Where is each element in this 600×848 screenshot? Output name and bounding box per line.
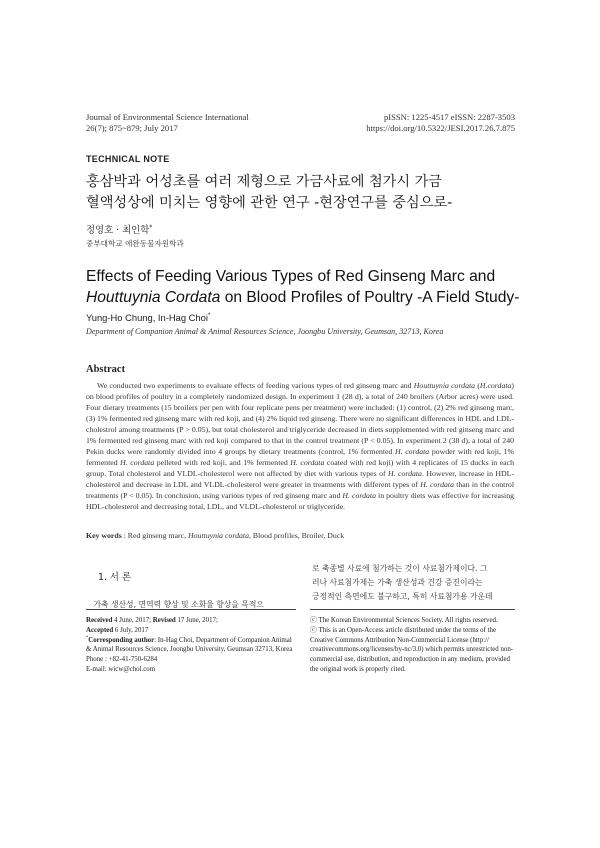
english-title-rest: on Blood Profiles of Poultry -A Field Study- [220, 289, 520, 306]
english-authors [86, 312, 210, 323]
abstract-italic: H. cordata [420, 480, 454, 489]
copyright-notice: ⓒ The Korean Environmental Sciences Society. All rights reserved. [310, 617, 498, 624]
korean-title-line-1: 홍삼박과 어성초를 여러 제형으로 가금사료에 첨가시 가금 [86, 174, 442, 190]
abstract-text: ( [475, 381, 480, 390]
korean-author-names: 정영호 · 최인학 [86, 225, 150, 236]
abstract-body [86, 380, 514, 512]
abstract-text: ) on blood profiles of poultry in a completely randomized design. In experiment 1 (28 d), a total of 240 broilers (Arbor acres) were used. Four dietary treatments (15 broilers per pen with four replicate pens per treatment) were included: (1) control, (2) 2% red ginseng marc, (3) 1% fermented red ginseng marc with red koji, and (4) 2% liquid red ginseng. There were no significant differences in HDL and LDL-cholestrol among treatments (P > 0.05), but total cholesterol and triglyceride decreased in diets supplemented with red ginseng marc and 1% fermented red ginseng marc with red koji compared to that in the control treatment (P < 0.05). In experiment 2 (38 d), a total of 240 Pekin ducks were randomly divided into 4 groups by dietary treatments (control, 1% fermented [86, 381, 515, 456]
keywords [86, 531, 514, 540]
section-heading-introduction: 1. 서 론 [98, 572, 132, 583]
footnote-divider-right [310, 609, 515, 610]
received-dates [86, 616, 296, 626]
english-title [86, 266, 536, 308]
abstract-text: in poultry diets was effective for increasing HDL-cholesterol and decreasing total, LDL, and VLDL-cholesterol or triglyceride. [86, 491, 515, 511]
abstract-italic: H. cordata [290, 458, 325, 467]
english-title-line-1: Effects of Feeding Various Types of Red Ginseng Marc and [86, 268, 496, 285]
korean-authors [86, 222, 152, 236]
footnote-right [310, 616, 516, 675]
journal-doi-link[interactable]: https://doi.org/10.5322/JESI.2017.26.7.875 [366, 123, 515, 133]
footnote-left [86, 616, 296, 675]
abstract-heading: Abstract [86, 364, 126, 375]
abstract-text: than in the control treatments (P < 0.05). In conclusion, using various types of red ginseng marc and [86, 480, 514, 500]
journal-header-right [366, 112, 515, 134]
received-date: 4 June, 2017; [112, 617, 153, 624]
journal-volume: 26(7); 875~879; July 2017 [86, 123, 178, 133]
abstract-italic: H. cordata [395, 447, 430, 456]
author-email-link[interactable]: E-mail: wicw@chol.com [86, 665, 156, 673]
corr-text: : In-Hag Choi, Department of Companion Animal & Animal Resources Science, Joongbu University, Geumsan 32713, Korea [86, 636, 293, 654]
english-affiliation: Department of Companion Animal & Animal Resources Science, Joongbu University, Geumsan, 32713, Korea [86, 327, 444, 336]
footnote-divider-left [86, 609, 296, 610]
author-phone: Phone : +82-41-750-6284 [86, 656, 158, 664]
corresponding-author [86, 636, 296, 656]
intro-text-right [312, 562, 514, 604]
abstract-italic: H. cordata [120, 458, 155, 467]
abstract-text: coated with red koji) with 4 replicates of 15 ducks in each group. Total cholesterol and VLDL-cholesterol were not affected by diet with various types of [86, 458, 515, 478]
revised-date: 17 June, 2017; [175, 617, 218, 624]
journal-name: Journal of Environmental Science International [86, 112, 249, 122]
keywords-label: Key words [86, 531, 122, 540]
section-type-label: TECHNICAL NOTE [86, 154, 170, 164]
received-label: Received [86, 617, 113, 624]
accepted-label: Accepted [86, 626, 114, 634]
english-author-names: Yung-Ho Chung, In-Hag Choi [86, 312, 208, 323]
revised-label: Revised [152, 617, 176, 624]
license-notice: ⓒ This is an Open-Access article distributed under the terms of the Creative Commons Attribution Non-Commercial License (http:// creativecommons.org/licenses/by-nc/3.0) which permits unrestricted non-commercial use, distribution, and reproduction in any medium, provided the original work is properly cited. [310, 626, 514, 673]
journal-issn: pISSN: 1225-4517 eISSN: 2287-3503 [383, 112, 515, 122]
english-author-mark: * [207, 311, 211, 319]
abstract-text: pelleted with red koji, and 1% fermented [154, 458, 291, 467]
abstract-text: powder with red koji, 1% fermented [86, 447, 515, 467]
english-title-species: Houttuynia Cordata [86, 289, 221, 306]
abstract-text: We conducted two experiments to evaluate effects of feeding various types of red ginseng marc and [97, 381, 414, 390]
korean-affiliation: 중부대학교 애완동물자원학과 [86, 239, 184, 248]
abstract-italic: H. cordata [342, 491, 376, 500]
korean-author-mark: * [149, 223, 153, 231]
keywords-italic: Houttuynia cordata [188, 531, 249, 540]
accepted-date: 6 July, 2017 [113, 626, 149, 634]
intro-right-line: 긍정적인 측면에도 불구하고, 특히 사료첨가용 가운데 [312, 592, 493, 601]
abstract-italic: Houttuynia cordata [413, 381, 476, 390]
intro-right-line: 러나 사료첨가제는 가축 생산성과 건강 증진이라는 [312, 578, 483, 587]
korean-title-line-2: 혈액성상에 미치는 영향에 관한 연구 -현장연구를 중심으로- [86, 195, 453, 211]
english-title-line-2 [86, 287, 536, 308]
abstract-text: . However, increase in HDL-cholesterol and decrease in LDL and VLDL-cholesterol were greater in treatments with different types of [86, 469, 515, 489]
corr-label: Corresponding author [88, 636, 155, 644]
intro-right-line: 로 축종별 사료에 첨가하는 것이 사료첨가제이다. 그 [312, 564, 488, 573]
keywords-text: , Blood profiles, Broiler, Duck [249, 531, 345, 540]
corr-mark: * [86, 634, 89, 640]
abstract-italic: H.cordata [479, 381, 512, 390]
intro-left-line: 가축 생산성, 면역력 향상 및 소화율 향상을 목적으 [93, 600, 264, 609]
korean-title [86, 172, 526, 214]
accepted-date-line [86, 626, 296, 636]
keywords-text: : Red ginseng marc, [121, 531, 188, 540]
journal-header-left [86, 112, 249, 134]
abstract-italic: H. cordata [387, 469, 422, 478]
